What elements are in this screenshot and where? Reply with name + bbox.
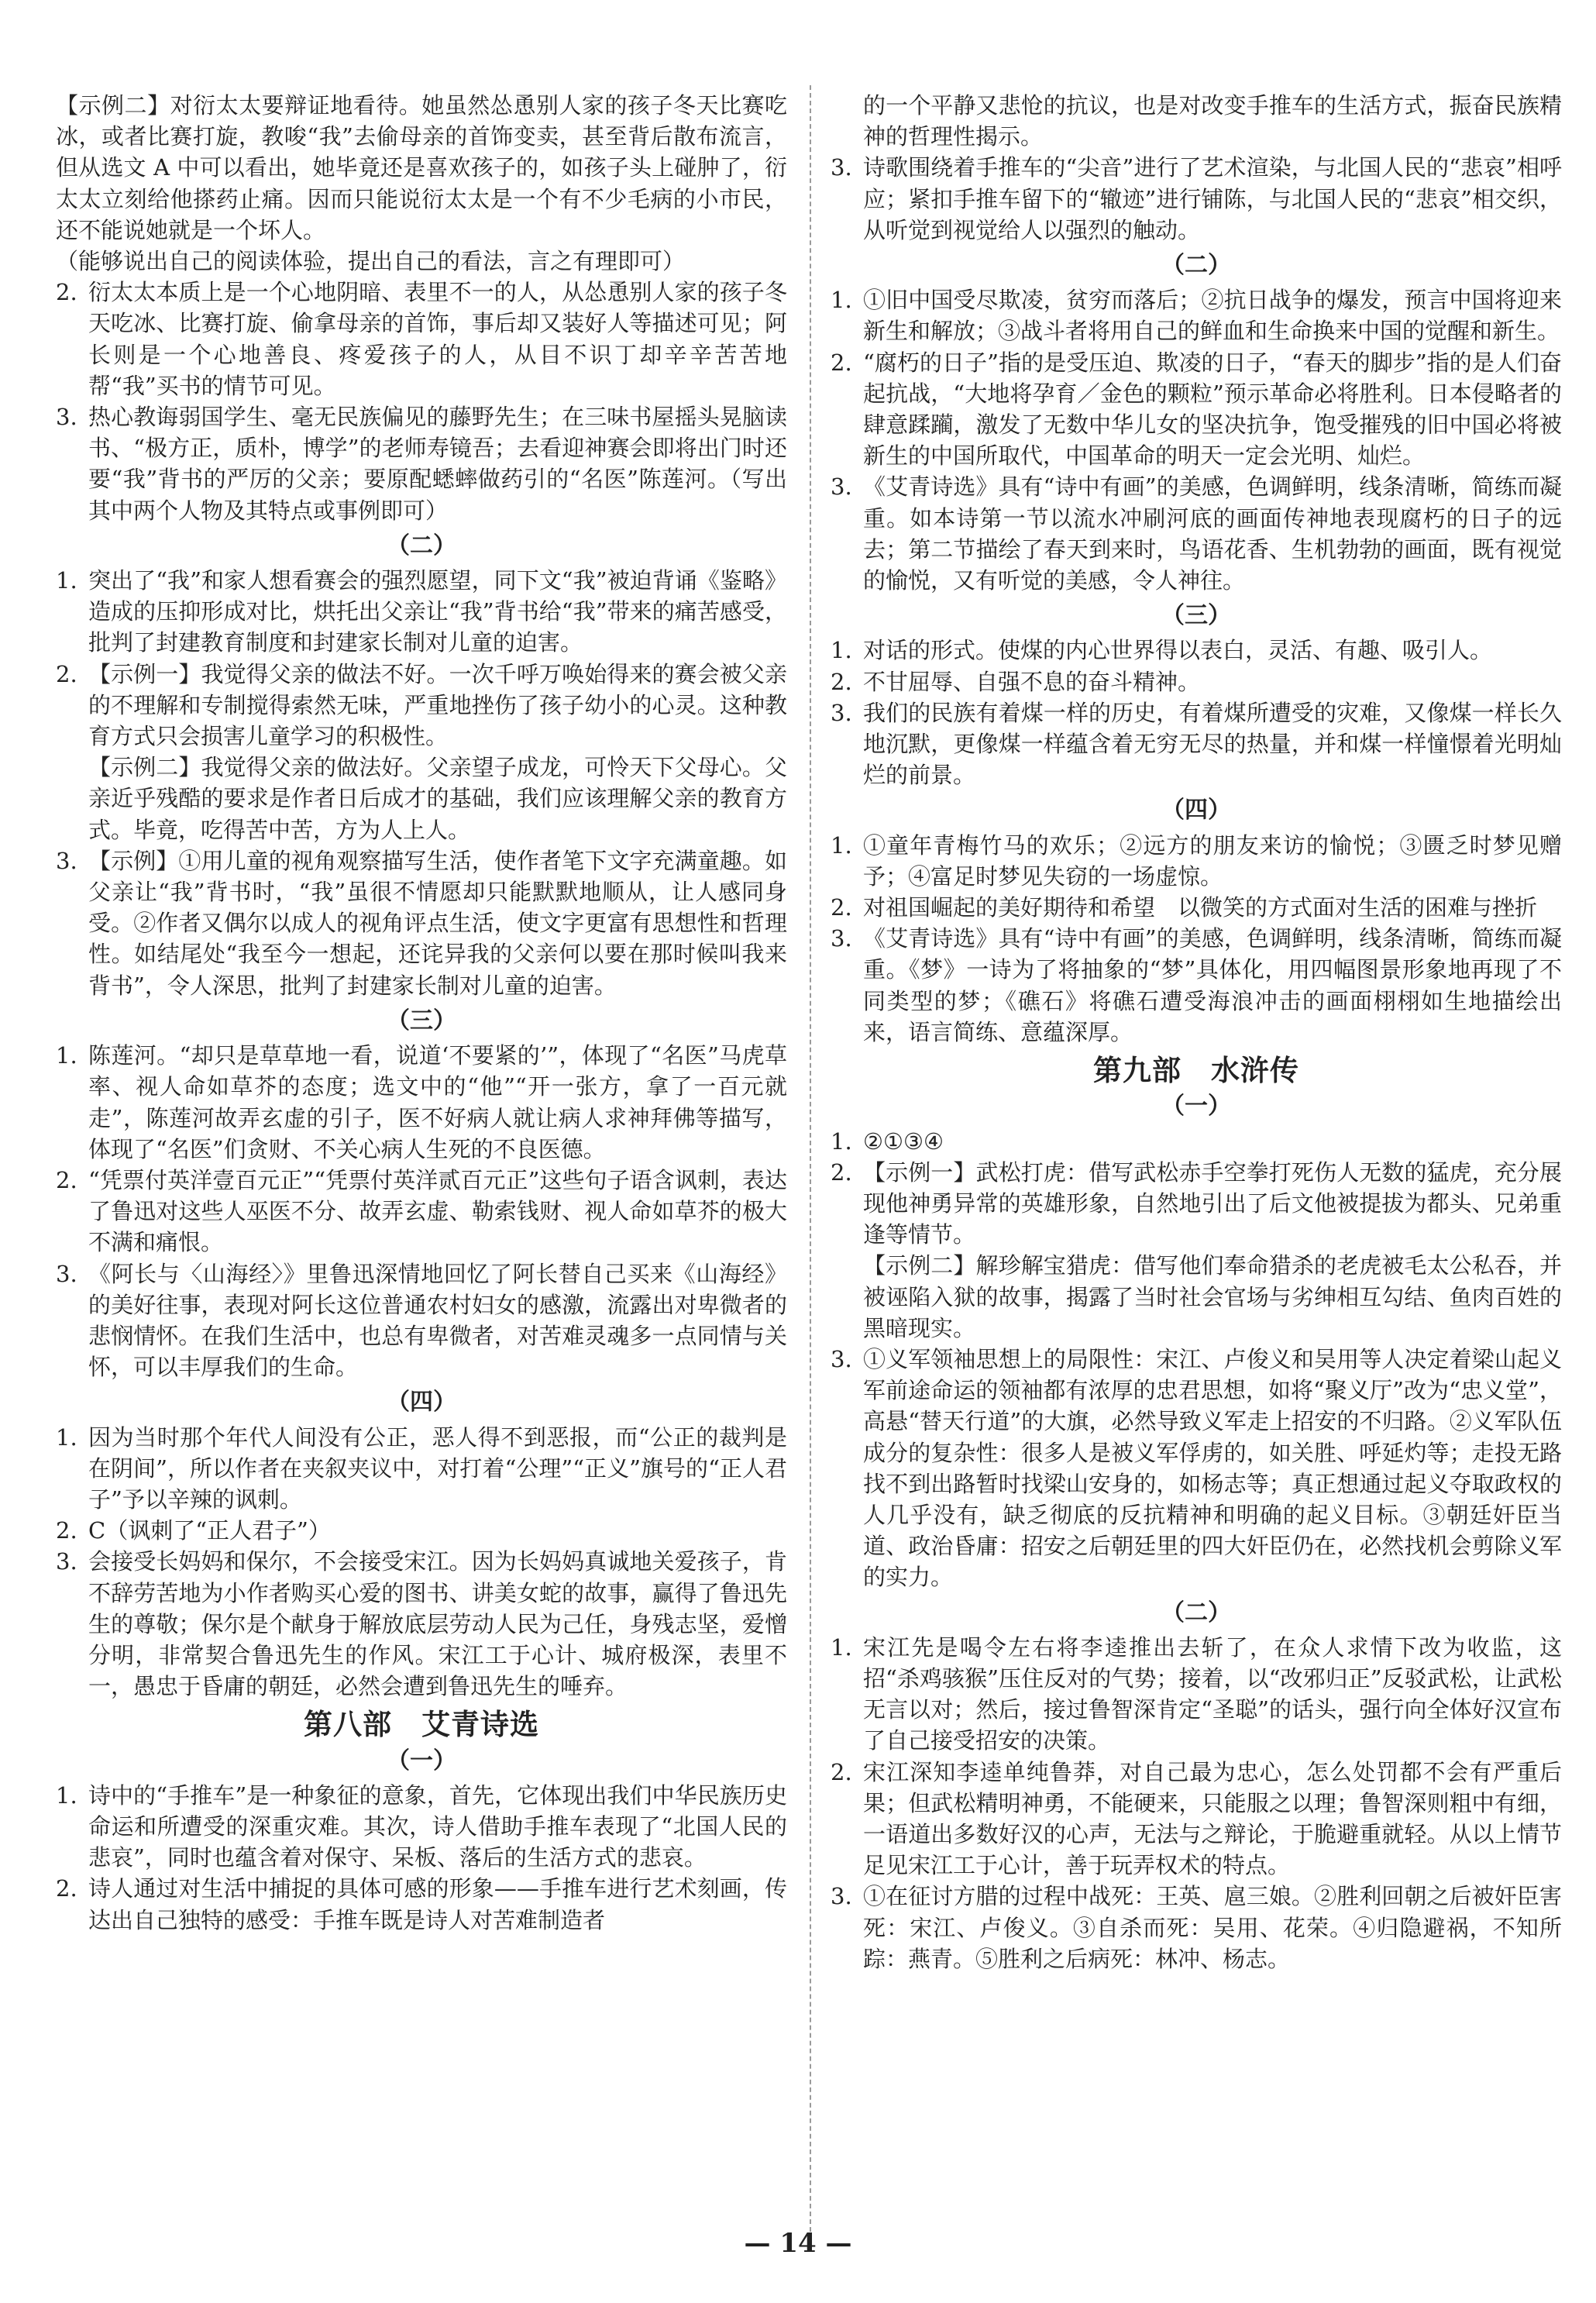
section-heading: （三） (387, 1007, 456, 1034)
right-column (831, 90, 1562, 1974)
answer-item: 3. 《艾青诗选》具有“诗中有画”的美感，色调鲜明，线条清晰，简练而凝重。《梦》一诗为了将抽象的“梦”具体化，用四幅图景形象地再现了不同类型的梦；《礁石》将礁石遭受海浪冲击的画面栩栩如生地描绘出来，语言简练、意蕴深厚。 (831, 925, 1562, 1045)
answer-text: 【示例二】解珍解宝猎虎：借写他们奉命猎杀的老虎被毛太公私吞，并被诬陷入狱的故事，揭露了当时社会官场与劣绅相互勾结、鱼肉百姓的黑暗现实。 (863, 1252, 1562, 1341)
answer-item: 1. 突出了“我”和家人想看赛会的强烈愿望，同下文“我”被迫背诵《鉴略》造成的压抑形成对比，烘托出父亲让“我”背书给“我”带来的痛苦感受，批判了封建教育制度和封建家长制对儿童的迫害。 (56, 567, 787, 656)
answer-item: 2. 衍太太本质上是一个心地阴暗、表里不一的人，从怂恿别人家的孩子冬天吃冰、比赛打旋、偷拿母亲的首饰，事后却又装好人等描述可见；阿长则是一个心地善良、疼爱孩子的人，从目不识丁却辛辛苦苦地帮“我”买书的情节可见。 (56, 279, 787, 399)
answer-text: 的一个平静又悲怆的抗议，也是对改变手推车的生活方式，振奋民族精神的哲理性揭示。 (863, 92, 1562, 150)
answer-note: （能够说出自己的阅读体验，提出自己的看法，言之有理即可） (56, 248, 686, 275)
section-heading: （二） (387, 532, 456, 559)
answer-item: 1. 陈莲河。“却只是草草地一看，说道‘不要紧的’”，体现了“名医”马虎草率、视人命如草芥的态度；选文中的“他”“开一张方，拿了一百元就走”，陈莲河故弄玄虚的引子，医不好病人就让病人求神拜佛等描写，体现了“名医”们贪财、不关心病人生死的不良医德。 (56, 1042, 787, 1162)
answer-item: 1. ②①③④ (831, 1127, 944, 1155)
section-heading: （二） (1161, 1599, 1231, 1627)
answer-item: 3. 《艾青诗选》具有“诗中有画”的美感，色调鲜明，线条清晰，简练而凝重。如本诗第一节以流水冲刷河底的画面传神地表现腐朽的日子的远去；第二节描绘了春天到来时，鸟语花香、生机勃勃的画面，既有视觉的愉悦，又有听觉的美感，令人神往。 (831, 473, 1562, 594)
answer-item: 3. 会接受长妈妈和保尔，不会接受宋江。因为长妈妈真诚地关爱孩子，肯不辞劳苦地为小作者购买心爱的图书、讲美女蛇的故事，赢得了鲁迅先生的尊敬；保尔是个献身于解放底层劳动人民为己任，身残志坚，爱憎分明，非常契合鲁迅先生的作风。宋江工于心计、城府极深，表里不一，愚忠于昏庸的朝廷，必然会遭到鲁迅先生的唾弃。 (56, 1548, 787, 1700)
section-heading: （三） (1161, 602, 1231, 630)
answer-item: 3. 诗歌围绕着手推车的“尖音”进行了艺术渲染，与北国人民的“悲哀”相呼应；紧扣手推车留下的“辙迹”进行铺陈，与北国人民的“悲哀”相交织，从听觉到视觉给人以强烈的触动。 (831, 154, 1562, 243)
answer-item: 2. C（讽刺了“正人君子”） (56, 1517, 331, 1544)
answer-item: 1. 对话的形式。使煤的内心世界得以表白，灵活、有趣、吸引人。 (831, 637, 1493, 664)
answer-text: 【示例二】我觉得父亲的做法好。父亲望子成龙，可怜天下父母心。父亲近乎残酷的要求是作者日后成才的基础，我们应该理解父亲的教育方式。毕竟，吃得苦中苦，方为人上人。 (88, 754, 787, 843)
answer-item: 2. “凭票付英洋壹百元正”“凭票付英洋贰百元正”这些句子语含讽刺，表达了鲁迅对这些人巫医不分、故弄玄虚、勒索钱财、视人命如草芥的极大不满和痛恨。 (56, 1166, 787, 1256)
answer-item: 3. ①义军领袖思想上的局限性：宋江、卢俊义和吴用等人决定着梁山起义军前途命运的领袖都有浓厚的忠君思想，如将“聚义厅”改为“忠义堂”，高悬“替天行道”的大旗，必然导致义军走上招安的不归路。②义军队伍成分的复杂性：很多人是被义军俘虏的，如关胜、呼延灼等；走投无路找不到出路暂时找梁山安身的，如杨志等；真正想通过起义夺取政权的人几乎没有，缺乏彻底的反抗精神和明确的起义目标。③朝廷奸臣当道、政治昏庸：招安之后朝廷里的四大奸臣仍在，必然找机会剪除义军的实力。 (831, 1345, 1562, 1591)
answer-item: 1. 宋江先是喝令左右将李逵推出去斩了，在众人求情下改为收监，这招“杀鸡骇猴”压住反对的气势；接着，以“改邪归正”反驳武松，让武松无言以对；然后，接过鲁智深肯定“圣聪”的话头，强行向全体好汉宣布了自己接受招安的决策。 (831, 1633, 1562, 1754)
section-heading: （四） (387, 1389, 456, 1417)
answer-item: 3. 热心教诲弱国学生、毫无民族偏见的藤野先生；在三味书屋摇头晃脑读书、“极方正，质朴，博学”的老师寿镜吾；去看迎神赛会即将出门时还要“我”背书的严厉的父亲；要原配蟋蟀做药引的“名医”陈莲河。（写出其中两个人物及其特点或事例即可） (56, 404, 787, 524)
answer-item: 2. 对祖国崛起的美好期待和希望 以微笑的方式面对生活的困难与挫折 (831, 894, 1538, 921)
answer-item: 2. 宋江深知李逵单纯鲁莽，对自己最为忠心，怎么处罚都不会有严重后果；但武松精明神勇，不能硬来，只能服之以理；鲁智深则粗中有细，一语道出多数好汉的心声，无法与之辩论，于脆避重就轻。从以上情节足见宋江工于心计，善于玩弄权术的特点。 (831, 1758, 1562, 1879)
answer-text: 【示例二】对衍太太要辩证地看待。她虽然怂恿别人家的孩子冬天比赛吃冰，或者比赛打旋，教唆“我”去偷母亲的首饰变卖，甚至背后散布流言，但从选文 A 中可以看出，她毕竟还是喜欢孩子的，如孩子头上碰肿了，衍太太立刻给他搽药止痛。因而只能说衍太太是一个有不少毛病的小市民，还不能说她就是一个坏人。 (56, 92, 787, 243)
answer-item: 1. ①童年青梅竹马的欢乐；②远方的朋友来访的愉悦；③匮乏时梦见赠予；④富足时梦见失窃的一场虚惊。 (831, 831, 1562, 890)
part-heading: 第八部 艾青诗选 (304, 1708, 539, 1742)
answer-item: 1. 因为当时那个年代人间没有公正，恶人得不到恶报，而“公正的裁判是在阴间”，所以作者在夹叙夹议中，对打着“公理”“正义”旗号的“正人君子”予以辛辣的讽刺。 (56, 1423, 787, 1513)
section-heading: （四） (1161, 797, 1231, 824)
column-divider (810, 85, 811, 2247)
answer-item: 3. 《阿长与〈山海经〉》里鲁迅深情地回忆了阿长替自己买来《山海经》的美好往事，表现对阿长这位普通农村妇女的感激，流露出对卑微者的悲悯情怀。在我们生活中，也总有卑微者，对苦难灵魂多一点同情与关怀，可以丰厚我们的生命。 (56, 1260, 787, 1381)
part-heading: 第九部 水浒传 (1093, 1054, 1299, 1088)
answer-item: 3. 我们的民族有着煤一样的历史，有着煤所遭受的灾难，又像煤一样长久地沉默，更像煤一样蕴含着无穷无尽的热量，并和煤一样憧憬着光明灿烂的前景。 (831, 699, 1562, 789)
left-column (56, 90, 787, 1936)
answer-item: 2. 诗人通过对生活中捕捉的具体可感的形象——手推车进行艺术刻画，传达出自己独特的感受：手推车既是诗人对苦难制造者 (56, 1875, 787, 1933)
answer-item: 2. 不甘屈辱、自强不息的奋斗精神。 (831, 668, 1201, 695)
answer-item: 3. 【示例】①用儿童的视角观察描写生活，使作者笔下文字充满童趣。如父亲让“我”背书时，“我”虽很不情愿却只能默默地顺从，让人感同身受。②作者又偶尔以成人的视角评点生活，使文字更富有思想性和哲理性。如结尾处“我至今一想起，还诧异我的父亲何以要在那时候叫我来背书”，令人深思，批判了封建家长制对儿童的迫害。 (56, 847, 787, 999)
answer-item: 3. ①在征讨方腊的过程中战死：王英、扈三娘。②胜利回朝之后被奸臣害死：宋江、卢俊义。③自杀而死：吴用、花荣。④归隐避祸，不知所踪：燕青。⑤胜利之后病死：林冲、杨志。 (831, 1883, 1562, 1972)
section-heading: （二） (1161, 252, 1231, 280)
page-number: — 14 — (744, 2228, 852, 2259)
answer-item: 2. “腐朽的日子”指的是受压迫、欺凌的日子，“春天的脚步”指的是人们奋起抗战，“大地将孕育／金色的颗粒”预示革命必将胜利。日本侵略者的肆意蹂躏，激发了无数中华儿女的坚决抗争，饱受摧残的旧中国必将被新生的中国所取代，中国革命的明天一定会光明、灿烂。 (831, 349, 1562, 470)
section-heading: （一） (1161, 1093, 1231, 1121)
answer-item: 1. 诗中的“手推车”是一种象征的意象，首先，它体现出我们中华民族历史命运和所遭受的深重灾难。其次，诗人借助手推车表现了“北国人民的悲哀”，同时也蕴含着对保守、呆板、落后的生活方式的悲哀。 (56, 1781, 787, 1871)
answer-item: 2. 【示例一】我觉得父亲的做法不好。一次千呼万唤始得来的赛会被父亲的不理解和专制搅得索然无味，严重地挫伤了孩子幼小的心灵。这种教育方式只会损害儿童学习的积极性。 (56, 660, 787, 750)
answer-item: 1. ①旧中国受尽欺凌，贫穷而落后；②抗日战争的爆发，预言中国将迎来新生和解放；③战斗者将用自己的鲜血和生命换来中国的觉醒和新生。 (831, 287, 1562, 345)
section-heading: （一） (387, 1747, 456, 1775)
answer-item: 2. 【示例一】武松打虎：借写武松赤手空拳打死伤人无数的猛虎，充分展现他神勇异常的英雄形象，自然地引出了后文他被提拔为都头、兄弟重逢等情节。 (831, 1158, 1562, 1248)
